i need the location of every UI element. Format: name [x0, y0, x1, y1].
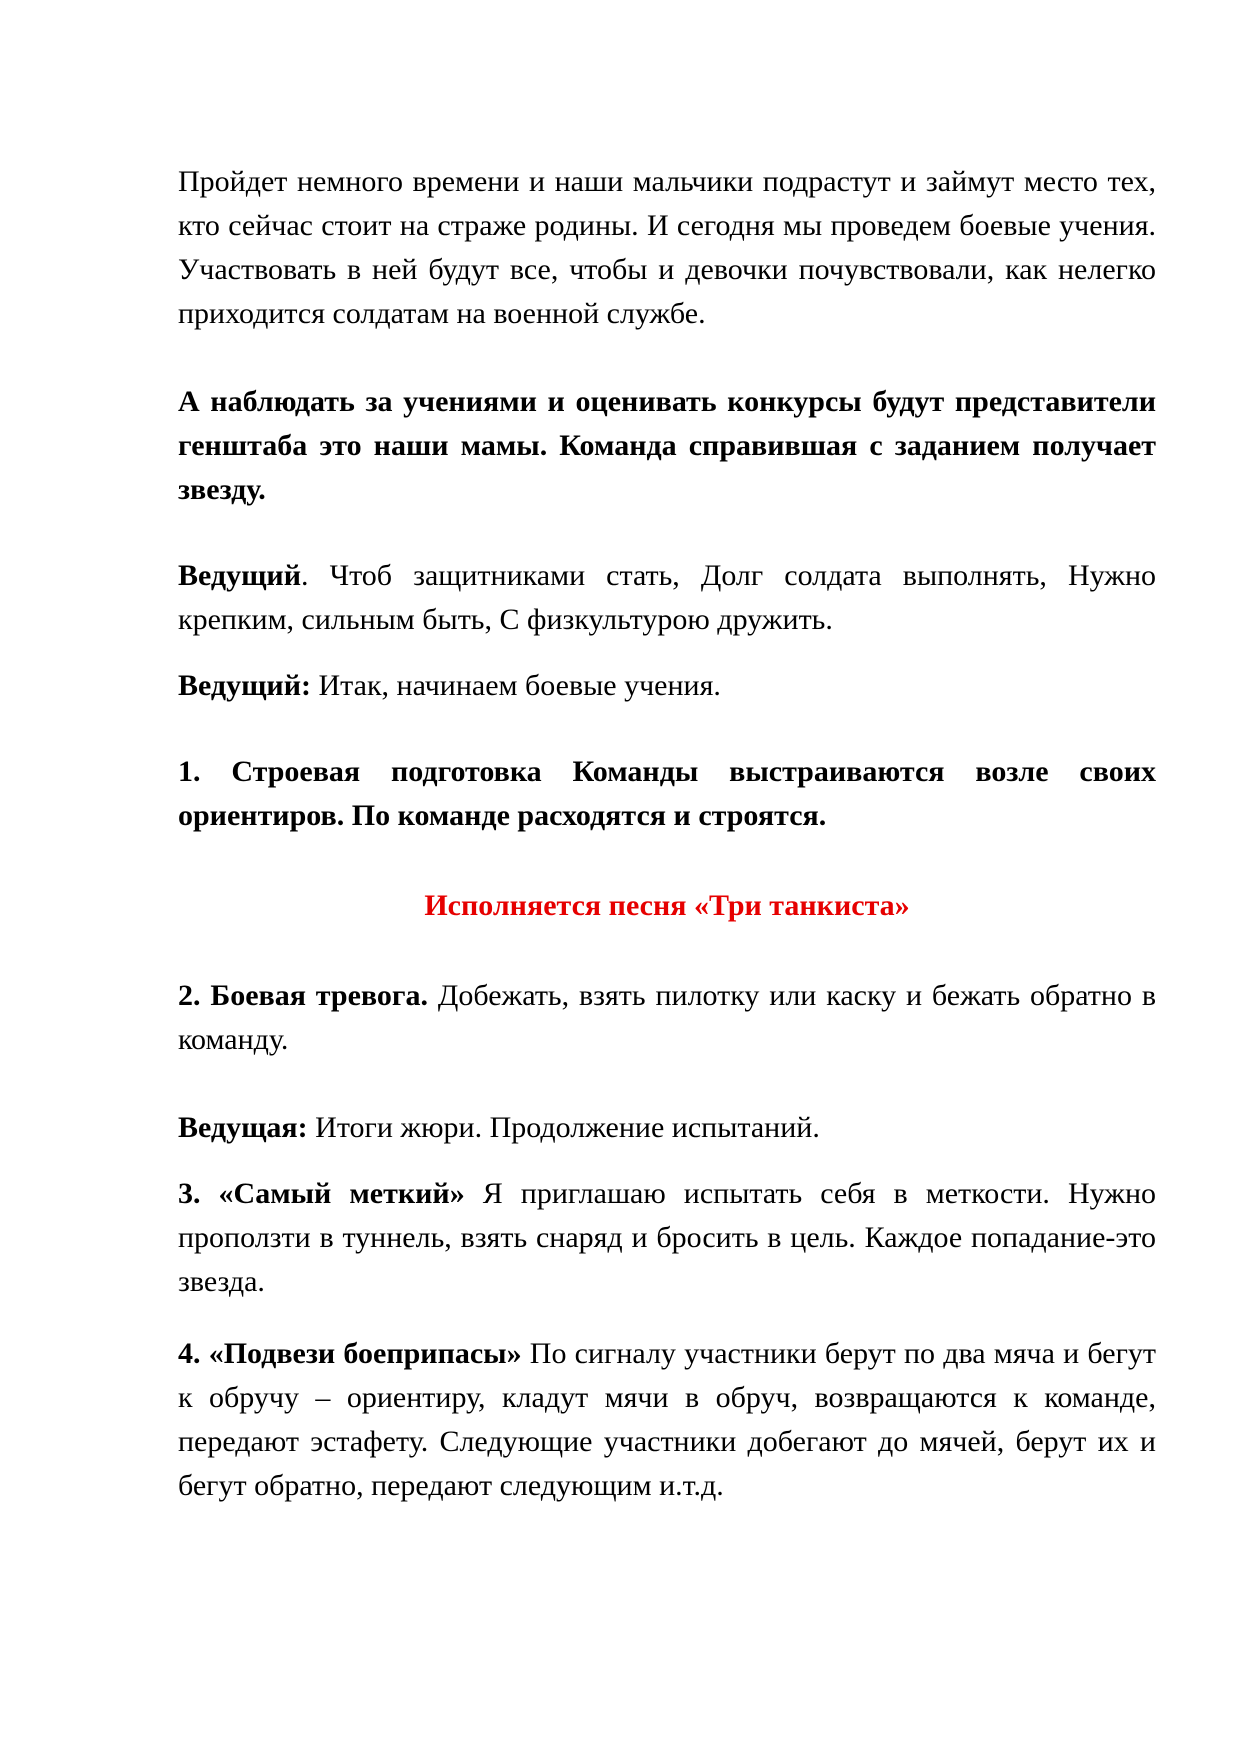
speaker-label: Ведущий — [178, 559, 302, 592]
ammo-paragraph — [178, 1332, 1156, 1508]
speaker-label: Ведущий: — [178, 669, 311, 702]
document-body — [178, 160, 1156, 1508]
speaker-label: Ведущая: — [178, 1111, 308, 1144]
contest-text: По сигналу участники берут по два мяча и бегут к обручу – ориентиру, кладут мячи в обруч, возвращаются к команде, передают эстафету. Следующие участники добегают до мячей, берут их и бегут обратно, передают следующим и.т.д. — [178, 1337, 1156, 1502]
intro-paragraph: Пройдет немного времени и наши мальчики подрастут и займут место тех, кто сейчас стоит на страже родины. И сегодня мы проведем боевые учения. Участвовать в ней будут все, чтобы и девочки почувствовали, как нелегко приходится солдатам на военной службе. — [178, 165, 1156, 330]
host-paragraph-3 — [178, 1106, 1156, 1150]
contest-text: Добежать, взять пилотку или каску и бежать обратно в команду. — [178, 979, 1157, 1056]
contest-title: 3. «Самый меткий» — [178, 1177, 465, 1210]
drill-paragraph: 1. Строевая подготовка Команды выстраиваются возле своих ориентиров. По команде расходятся и строятся. — [178, 755, 1156, 832]
alarm-paragraph — [178, 974, 1156, 1062]
host-line: . Чтоб защитниками стать, Долг солдата выполнять, Нужно крепким, сильным быть, С физкультурою дружить. — [178, 559, 1156, 636]
contest-title: 2. Боевая тревога. — [178, 979, 429, 1012]
song-heading: Исполняется песня «Три танкиста» — [424, 889, 910, 922]
contest-text: Я приглашаю испытать себя в меткости. Нужно проползти в туннель, взять снаряд и бросить в цель. Каждое попадание-это звезда. — [178, 1177, 1156, 1298]
host-line: Итак, начинаем боевые учения. — [311, 669, 721, 702]
host-line: Итоги жюри. Продолжение испытаний. — [307, 1111, 820, 1144]
jury-paragraph: А наблюдать за учениями и оценивать конкурсы будут представители генштаба это наши мамы. Команда справившая с заданием получает звезду. — [178, 385, 1156, 506]
host-paragraph-1 — [178, 554, 1156, 642]
contest-title: 4. «Подвези боеприпасы» — [178, 1337, 522, 1370]
host-paragraph-2 — [178, 664, 1156, 708]
marksman-paragraph — [178, 1172, 1156, 1304]
